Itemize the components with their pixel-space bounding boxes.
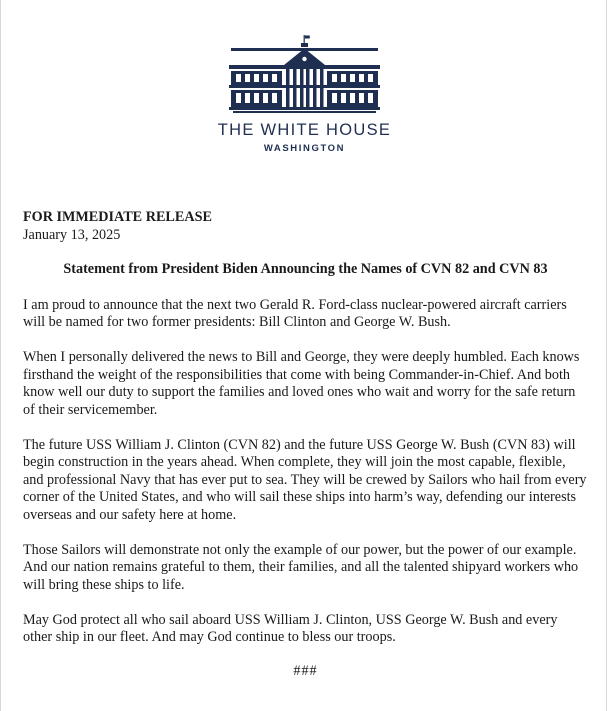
white-house-building-icon (229, 35, 380, 113)
statement-paragraph: May God protect all who sail aboard USS William J. Clinton, USS George W. Bush and every other ship in our fleet. And may God continue to bless our troops. (23, 611, 558, 645)
statement-paragraph: The future USS William J. Clinton (CVN 82) and the future USS George W. Bush (CVN 83) will begin construction in the years ahead. When complete, they will join the most capable, flexible, and professional Navy that has ever put to sea. They will be crewed by Sailors who hail from every corner of the United States, and who will sail these ships into harm’s way, defending our interests overseas and our safety here at home. (23, 436, 587, 523)
statement-paragraph: Those Sailors will demonstrate not only the example of our power, but the power of our example. And our nation remains grateful to them, their families, and all the talented shipyard workers who will bring these ships to life. (23, 541, 579, 593)
statement-paragraph: When I personally delivered the news to Bill and George, they were deeply humbled. Each knows firsthand the weight of the responsibilities that come with being Commander-in-Chief. And both know well our duty to support the families and loved ones who wait and worry for the safe return of their servicemember. (23, 349, 580, 418)
statement-title: Statement from President Biden Announcing the Names of CVN 82 and CVN 83 (63, 261, 548, 277)
statement-paragraph: I am proud to announce that the next two Gerald R. Ford-class nuclear-powered aircraft carriers will be named for two former presidents: Bill Clinton and George W. Bush. (23, 296, 567, 330)
org-name: THE WHITE HOUSE (217, 121, 392, 139)
release-label: FOR IMMEDIATE RELEASE (23, 209, 212, 225)
release-content (23, 209, 588, 694)
release-date: January 13, 2025 (23, 226, 121, 243)
end-marker: ### (293, 662, 318, 679)
org-location: WASHINGTON (263, 143, 346, 154)
statement-body (23, 297, 588, 647)
